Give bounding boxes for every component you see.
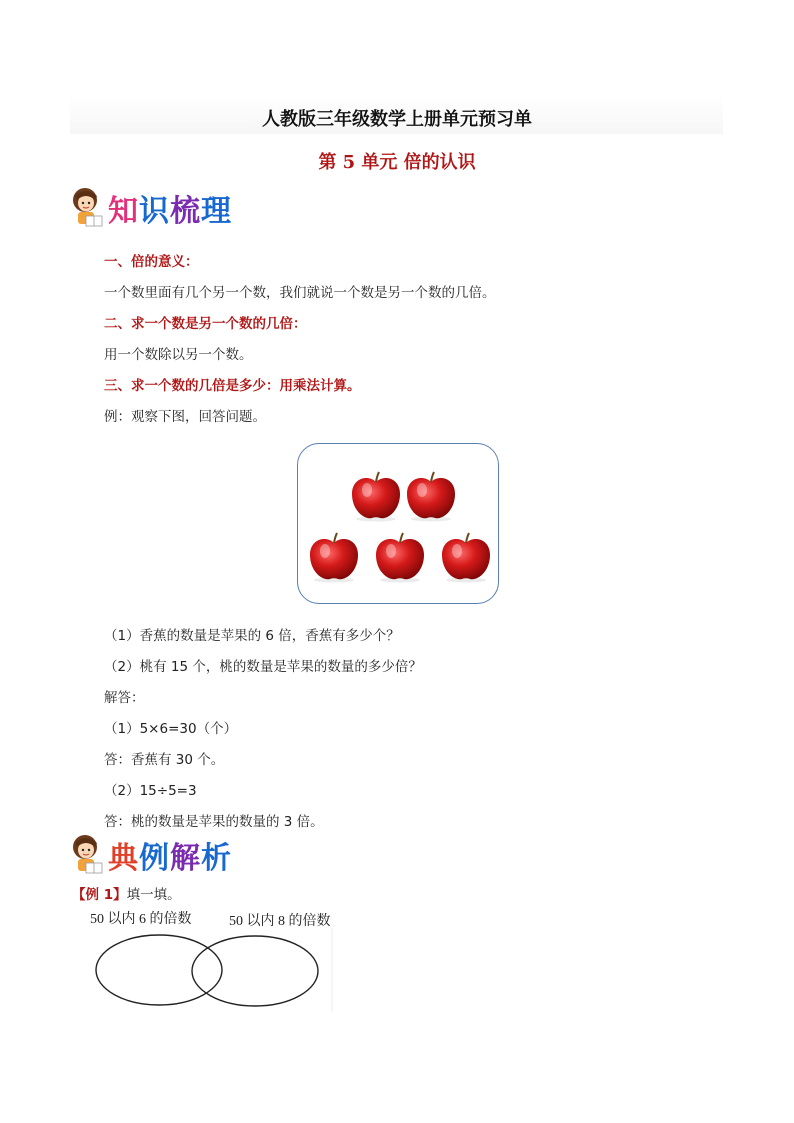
example-intro: 例：观察下图，回答问题。 [104, 409, 266, 425]
venn-right-circle [192, 936, 318, 1006]
section-title-char: 识 [139, 194, 170, 229]
girl-reading-icon [70, 833, 104, 877]
page-title: 人教版三年级数学上册单元预习单 [262, 109, 532, 130]
section-knowledge-heading [70, 186, 232, 230]
question-1: （1）香蕉的数量是苹果的 6 倍，香蕉有多少个？ [104, 628, 400, 644]
section-title-char: 析 [201, 841, 232, 876]
section-examples-title [108, 833, 232, 877]
knowledge-text-1: 一个数里面有几个另一个数，我们就说一个数是另一个数的几倍。 [104, 285, 496, 301]
apple-icon [442, 533, 490, 583]
venn-left-label: 50 以内 6 的倍数 [90, 912, 192, 927]
section-title-char: 典 [108, 841, 139, 876]
apple-figure [297, 443, 499, 604]
section-title-char: 梳 [170, 194, 201, 229]
apple-icon [376, 533, 424, 583]
venn-left-circle [96, 935, 222, 1005]
answer-label: 解答： [104, 690, 145, 706]
unit-subtitle: 第 5 单元 倍的认识 [318, 152, 476, 173]
section-title-char: 理 [201, 194, 232, 229]
venn-diagram [90, 928, 340, 1016]
section-knowledge-title [108, 186, 232, 230]
section-title-char: 解 [170, 841, 201, 876]
apple-icon [352, 472, 400, 522]
answer-2-calc: （2）15÷5=3 [104, 783, 197, 799]
girl-reading-icon [70, 186, 104, 230]
knowledge-text-2: 用一个数除以另一个数。 [104, 347, 253, 363]
section-title-char: 例 [139, 841, 170, 876]
example-1-tag: 【例 1】 [72, 887, 127, 903]
answer-1-text: 答：香蕉有 30 个。 [104, 752, 225, 768]
example-1-instruction: 填一填。 [126, 887, 181, 903]
apple-icon [310, 533, 358, 583]
knowledge-heading-2: 二、求一个数是另一个数的几倍： [104, 316, 307, 332]
section-examples-heading [70, 833, 232, 877]
example-1-line [72, 883, 181, 903]
venn-right-label: 50 以内 8 的倍数 [229, 914, 331, 929]
knowledge-heading-3: 三、求一个数的几倍是多少：用乘法计算。 [104, 378, 361, 394]
answer-1-calc: （1）5×6=30（个） [104, 721, 238, 737]
apple-figure-canvas [298, 444, 498, 603]
knowledge-heading-1: 一、倍的意义： [104, 254, 199, 270]
question-2: （2）桃有 15 个，桃的数量是苹果的数量的多少倍？ [104, 659, 422, 675]
apple-icon [407, 472, 455, 522]
section-title-char: 知 [108, 194, 139, 229]
answer-2-text: 答：桃的数量是苹果的数量的 3 倍。 [104, 814, 324, 830]
